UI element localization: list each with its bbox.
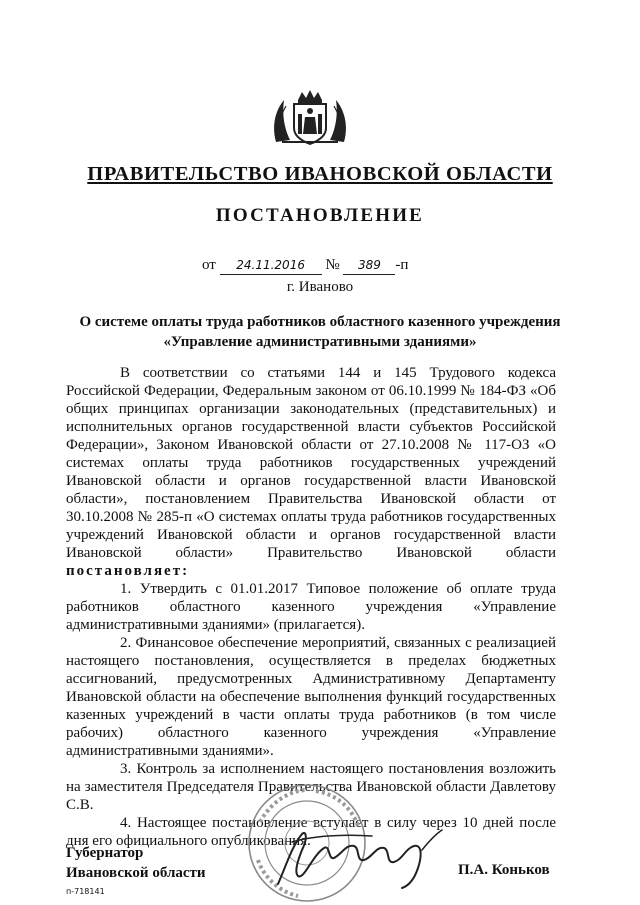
item-paragraph-4: 4. Настоящее постановление вступает в силу через 10 дней после дня его официального опубликования. [66,815,556,849]
item-paragraph-2: 2. Финансовое обеспечение мероприятий, связанных с реализацией настоящего постановления, осуществляется в пределах бюджетных ассигнований, предусмотренных Административному Департаменту Ивановской области на обеспечение выполнения функций государственных казенных учреждений в части оплаты труда работников (в том числе рабочих) областного казенного учреждения «Управление административными зданиями». [66,635,556,759]
document-body [66,364,556,850]
number-value: 389 [343,258,395,275]
document-code: п-718141 [66,887,105,896]
number-suffix: -п [395,257,409,273]
position-line-2: Ивановской области [66,865,206,881]
handwritten-signature [272,826,448,890]
document-subject [60,312,580,352]
subject-line-2: «Управление административными зданиями» [163,334,477,350]
signatory-position [66,843,206,883]
government-title: ПРАВИТЕЛЬСТВО ИВАНОВСКОЙ ОБЛАСТИ [87,163,553,185]
intro-text: В соответствии со статьями 144 и 145 Трудового кодекса Российской Федерации, Федеральным законом от 06.10.1999 № 184-ФЗ «Об общих принципах организации законодательных (представительных) и исполнительных органов государственной власти субъектов Российской Федерации», Законом Ивановской области от 27.10.2008 № 117-ОЗ «О системах оплаты труда работников государственных учреждений Ивановской области и органов государственной власти Ивановской области», постановлением Правительства Ивановской области от 30.10.2008 № 285-п «О системах оплаты труда работников государственных учреждений Ивановской области и органов государственной власти Ивановской области» Правительство Ивановской области [66,365,556,561]
item-paragraph-1: 1. Утвердить с 01.01.2017 Типовое положение об оплате труда работников областного казенного учреждения «Управление административными зданиями» (прилагается). [66,581,556,633]
subject-line-1: О системе оплаты труда работников областного казенного учреждения [79,314,561,330]
city-line: г. Иваново [286,279,354,295]
intro-paragraph [66,364,556,580]
item-paragraph-3: 3. Контроль за исполнением настоящего постановления возложить на заместителя Председателя Правительства Ивановской области Давлетову С.В. [66,761,556,813]
number-prefix: № [325,257,340,273]
date-value: 24.11.2016 [220,258,322,275]
signatory-name: П.А. Коньков [458,862,550,878]
date-number-line [202,257,408,275]
postanovlyaet-word: постановляет: [66,563,190,579]
position-line-1: Губернатор [66,845,144,861]
date-prefix: от [202,257,216,273]
document-type-title: ПОСТАНОВЛЕНИЕ [215,205,425,226]
coat-of-arms-emblem [268,88,352,146]
